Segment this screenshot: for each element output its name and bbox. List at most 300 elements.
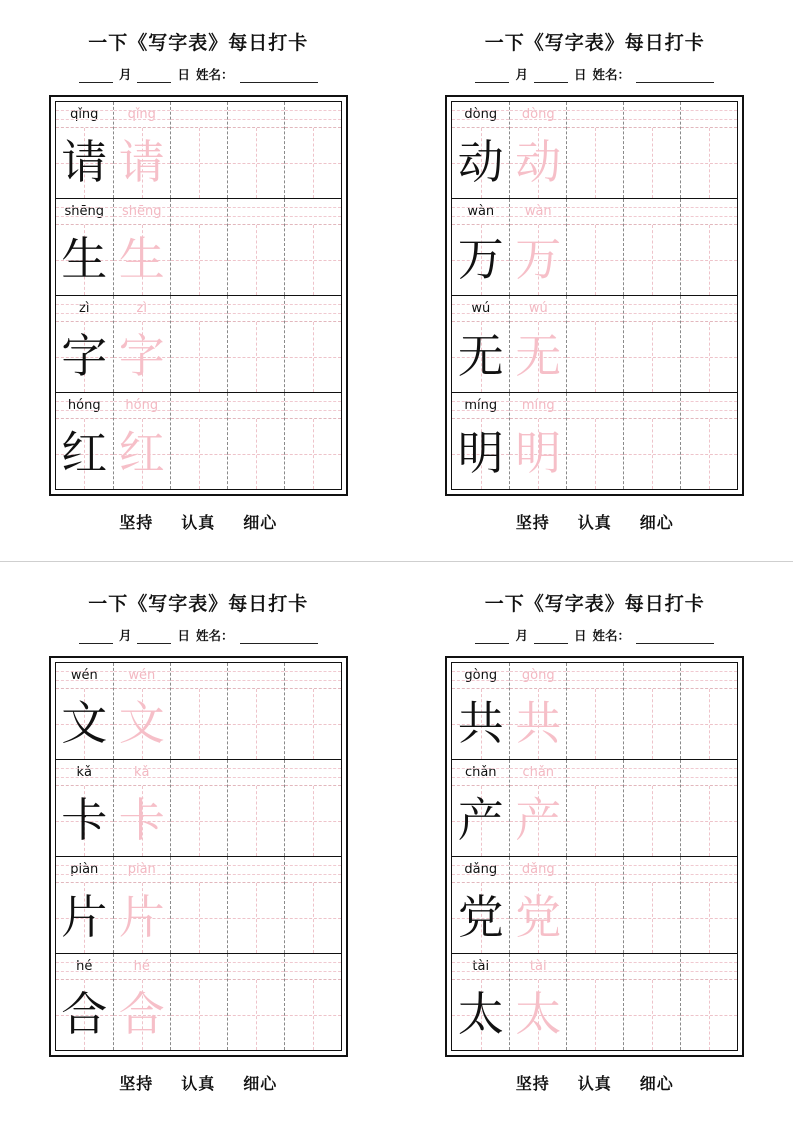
day-input[interactable] [534,71,568,83]
pinyin-guide-line [452,671,509,672]
pinyin-cell-blank [171,393,227,419]
grid-guide-vertical [313,786,314,856]
pinyin-guide-line [567,962,623,963]
pinyin-text: tài [472,959,490,974]
pinyin-guide-line [171,410,227,411]
character-cell [452,225,509,295]
grid-cell-blank[interactable] [623,393,680,489]
meta-row [475,626,714,644]
pinyin-guide-line [171,207,227,208]
grid-cell-blank[interactable] [170,857,227,953]
grid-guide-vertical [652,128,653,198]
grid-cell[interactable] [56,760,113,856]
grid-cell-trace[interactable] [113,102,170,198]
character-cell [56,689,113,759]
pinyin-guide-line [624,671,680,672]
footer-word: 细心 [639,1076,674,1093]
grid-cell-blank[interactable] [566,857,623,953]
pinyin-guide-line [285,304,341,305]
grid-guide-horizontal [624,821,680,822]
pinyin-guide-line [285,768,341,769]
table-row [452,856,737,953]
grid-guide-vertical [709,689,710,759]
grid-cell-blank[interactable] [227,102,284,198]
grid-cell-blank[interactable] [284,760,341,856]
grid-cell-blank[interactable] [680,663,737,759]
grid-cell[interactable] [452,954,509,1050]
grid-cell-trace[interactable] [509,760,566,856]
grid-cell-trace[interactable] [113,199,170,295]
grid-cell-blank[interactable] [284,663,341,759]
pinyin-guide-line [681,207,737,208]
grid-cell[interactable] [452,663,509,759]
grid-cell[interactable] [452,296,509,392]
grid-cell-blank[interactable] [623,296,680,392]
grid-cell-trace[interactable] [509,663,566,759]
character-glyph: 卡 [61,795,108,846]
grid-cell-blank[interactable] [170,296,227,392]
pinyin-cell-blank [624,296,680,322]
character-cell-blank [624,786,680,856]
grid-cell-trace[interactable] [509,199,566,295]
pinyin-guide-line [171,110,227,111]
character-cell-trace [114,980,170,1050]
character-cell-blank [171,883,227,953]
pinyin-text: gòng [464,668,498,683]
grid-cell-blank[interactable] [623,199,680,295]
grid-guide-horizontal [285,918,341,919]
character-cell-blank [285,980,341,1050]
pinyin-guide-line [452,410,509,411]
grid-guide-vertical [652,225,653,295]
character-glyph-trace: 产 [515,795,562,846]
grid-cell[interactable] [56,663,113,759]
pinyin-guide-line [114,119,170,120]
pinyin-guide-line [285,680,341,681]
grid-guide-horizontal [681,821,737,822]
grid-guide-horizontal [624,918,680,919]
grid-cell-blank[interactable] [284,199,341,295]
grid-cell[interactable] [56,857,113,953]
grid-cell-trace[interactable] [509,102,566,198]
footer-word: 认真 [181,1076,216,1093]
character-cell-blank [228,128,284,198]
grid-cell[interactable] [56,393,113,489]
pinyin-guide-line [681,410,737,411]
grid-guide-vertical [652,786,653,856]
pinyin-cell [56,199,113,225]
pinyin-guide-line [567,865,623,866]
grid-guide-horizontal [567,724,623,725]
pinyin-guide-line [510,313,566,314]
grid-cell[interactable] [452,760,509,856]
character-cell-trace [114,322,170,392]
grid-cell-blank[interactable] [170,199,227,295]
character-cell-trace [510,786,566,856]
grid-cell-trace[interactable] [509,296,566,392]
grid-cell-blank[interactable] [623,102,680,198]
character-cell-blank [681,322,737,392]
grid-guide-vertical [313,883,314,953]
pinyin-guide-line [285,207,341,208]
grid-cell-blank[interactable] [566,199,623,295]
pinyin-guide-line [114,671,170,672]
pinyin-text: hóng [67,398,101,413]
day-label: 日 [573,629,587,643]
pinyin-text-trace: chǎn [522,765,555,780]
pinyin-cell-blank [171,954,227,980]
character-glyph: 请 [61,137,108,188]
character-cell-blank [567,225,623,295]
month-label: 月 [515,629,528,643]
footer-word: 坚持 [119,1076,154,1093]
character-cell [452,419,509,489]
pinyin-guide-line [452,119,509,120]
name-label: 姓名： [196,629,234,643]
grid-cell[interactable] [56,199,113,295]
pinyin-guide-line [510,680,566,681]
pinyin-cell [56,857,113,883]
character-cell-blank [624,883,680,953]
pinyin-text-trace: kǎ [134,765,150,780]
grid-cell[interactable] [56,954,113,1050]
pinyin-cell-blank [567,760,623,786]
pinyin-cell-blank [171,199,227,225]
character-cell-blank [228,689,284,759]
pinyin-guide-line [624,110,680,111]
grid-cell-trace[interactable] [509,393,566,489]
grid-guide-horizontal [681,918,737,919]
grid-cell[interactable] [56,296,113,392]
pinyin-guide-line [228,962,284,963]
grid-guide-vertical [709,419,710,489]
grid-cell-blank[interactable] [623,954,680,1050]
pinyin-cell [56,393,113,419]
pinyin-text-trace: piàn [127,862,156,877]
character-cell-blank [624,689,680,759]
pinyin-cell [56,954,113,980]
month-input[interactable] [79,632,113,644]
grid-guide-vertical [199,322,200,392]
month-input[interactable] [79,71,113,83]
grid-cell-blank[interactable] [284,296,341,392]
pinyin-guide-line [624,401,680,402]
pinyin-guide-line [681,777,737,778]
grid-cell-blank[interactable] [623,663,680,759]
pinyin-cell-blank [567,857,623,883]
character-cell-blank [171,225,227,295]
character-cell [56,322,113,392]
pinyin-guide-line [285,401,341,402]
character-cell [56,419,113,489]
grid-cell-blank[interactable] [284,857,341,953]
grid-cell[interactable] [56,102,113,198]
table-row [56,102,341,198]
pinyin-cell-blank [624,102,680,128]
pinyin-guide-line [171,313,227,314]
grid-guide-horizontal [285,454,341,455]
pinyin-text-trace: tài [529,959,547,974]
grid-cell-blank[interactable] [680,857,737,953]
pinyin-text-trace: gòng [521,668,555,683]
pinyin-cell-blank [171,760,227,786]
grid-guide-horizontal [171,454,227,455]
pinyin-cell-blank [285,857,341,883]
grid-cell-trace[interactable] [113,954,170,1050]
grid-cell-blank[interactable] [227,393,284,489]
pinyin-guide-line [171,971,227,972]
pinyin-cell-blank [171,857,227,883]
footer-word: 认真 [577,1076,612,1093]
grid-guide-horizontal [681,260,737,261]
character-cell-blank [567,689,623,759]
grid-guide-horizontal [171,1015,227,1016]
pinyin-text-trace: wén [128,668,156,683]
grid-cell-blank[interactable] [170,393,227,489]
pinyin-guide-line [452,777,509,778]
table-row [56,198,341,295]
grid-guide-horizontal [228,724,284,725]
pinyin-guide-line [114,768,170,769]
grid-cell-blank[interactable] [284,102,341,198]
grid-cell-trace[interactable] [113,296,170,392]
grid-cell-blank[interactable] [284,393,341,489]
character-glyph: 动 [457,137,504,188]
grid-cell-blank[interactable] [680,393,737,489]
pinyin-text: dǎng [464,862,498,877]
character-cell-trace [510,128,566,198]
pinyin-guide-line [510,962,566,963]
table-row [56,953,341,1050]
grid-guide-vertical [313,689,314,759]
pinyin-cell-blank [681,857,737,883]
character-cell [452,883,509,953]
pinyin-guide-line [510,119,566,120]
day-input[interactable] [534,632,568,644]
character-cell-blank [228,225,284,295]
worksheet-card [0,0,397,561]
pinyin-cell [452,760,509,786]
pinyin-guide-line [452,768,509,769]
footer-slogan [119,1071,277,1094]
pinyin-guide-line [228,971,284,972]
meta-row [79,626,318,644]
grid-cell-blank[interactable] [227,296,284,392]
practice-grid [451,662,738,1051]
pinyin-cell-blank [228,102,284,128]
character-cell-trace [510,322,566,392]
pinyin-guide-line [567,768,623,769]
character-glyph: 红 [61,428,108,479]
footer-word: 坚持 [515,515,550,532]
footer-word: 认真 [181,515,216,532]
page-title: 一下《写字表》每日打卡 [484,33,705,54]
name-input[interactable] [240,71,318,83]
pinyin-guide-line [452,865,509,866]
pinyin-guide-line [567,119,623,120]
pinyin-guide-line [510,874,566,875]
character-cell-trace [114,128,170,198]
grid-cell-blank[interactable] [680,102,737,198]
grid-cell-blank[interactable] [680,760,737,856]
pinyin-guide-line [114,971,170,972]
grid-cell-blank[interactable] [566,663,623,759]
pinyin-guide-line [228,680,284,681]
name-input[interactable] [636,71,714,83]
grid-cell-blank[interactable] [170,760,227,856]
pinyin-cell [56,663,113,689]
character-cell-blank [285,786,341,856]
pinyin-text-trace: shēng [121,204,162,219]
pinyin-cell-trace [510,857,566,883]
grid-cell-blank[interactable] [227,857,284,953]
pinyin-cell-blank [624,857,680,883]
pinyin-guide-line [228,207,284,208]
pinyin-text: hé [76,959,93,974]
month-input[interactable] [475,71,509,83]
character-cell [56,883,113,953]
grid-cell-trace[interactable] [509,954,566,1050]
pinyin-guide-line [114,777,170,778]
character-cell-trace [114,225,170,295]
grid-cell-trace[interactable] [113,857,170,953]
grid-cell-blank[interactable] [227,199,284,295]
grid-cell-blank[interactable] [566,760,623,856]
pinyin-guide-line [624,971,680,972]
pinyin-guide-line [510,671,566,672]
grid-cell-blank[interactable] [566,296,623,392]
name-input[interactable] [636,632,714,644]
character-glyph: 片 [61,892,108,943]
pinyin-guide-line [452,110,509,111]
pinyin-guide-line [681,401,737,402]
character-cell-blank [228,322,284,392]
grid-guide-vertical [709,128,710,198]
grid-cell-blank[interactable] [566,102,623,198]
pinyin-guide-line [171,401,227,402]
pinyin-guide-line [567,777,623,778]
grid-cell-blank[interactable] [170,663,227,759]
grid-cell-blank[interactable] [227,663,284,759]
grid-cell-trace[interactable] [113,393,170,489]
grid-guide-horizontal [228,1015,284,1016]
grid-guide-horizontal [285,821,341,822]
grid-cell-trace[interactable] [113,760,170,856]
character-cell-blank [228,883,284,953]
character-glyph-trace: 太 [515,989,562,1040]
grid-cell-blank[interactable] [566,954,623,1050]
grid-guide-horizontal [681,724,737,725]
pinyin-guide-line [114,874,170,875]
grid-guide-horizontal [228,357,284,358]
pinyin-guide-line [114,313,170,314]
day-input[interactable] [137,632,171,644]
pinyin-guide-line [285,777,341,778]
grid-cell-trace[interactable] [113,663,170,759]
character-cell-blank [624,128,680,198]
character-glyph: 生 [61,234,108,285]
pinyin-cell-blank [567,199,623,225]
pinyin-guide-line [681,216,737,217]
character-glyph-trace: 卡 [118,795,165,846]
grid-cell-blank[interactable] [227,954,284,1050]
pinyin-text: míng [464,398,498,413]
grid-cell[interactable] [452,199,509,295]
grid-cell-blank[interactable] [623,760,680,856]
name-input[interactable] [240,632,318,644]
character-glyph: 合 [61,989,108,1040]
grid-cell-trace[interactable] [509,857,566,953]
grid-guide-horizontal [567,821,623,822]
grid-guide-vertical [256,883,257,953]
grid-guide-horizontal [171,163,227,164]
footer-word: 坚持 [515,1076,550,1093]
pinyin-cell-trace [114,760,170,786]
pinyin-cell-blank [681,393,737,419]
grid-cell-blank[interactable] [680,199,737,295]
practice-grid [55,662,342,1051]
grid-cell-blank[interactable] [284,954,341,1050]
character-cell-blank [285,225,341,295]
pinyin-guide-line [171,119,227,120]
character-glyph-trace: 字 [118,331,165,382]
grid-cell[interactable] [452,102,509,198]
pinyin-guide-line [285,874,341,875]
pinyin-cell-trace [510,102,566,128]
grid-cell[interactable] [452,857,509,953]
pinyin-guide-line [114,304,170,305]
table-row [452,953,737,1050]
pinyin-guide-line [510,207,566,208]
grid-guide-vertical [709,322,710,392]
month-input[interactable] [475,632,509,644]
grid-cell[interactable] [452,393,509,489]
pinyin-guide-line [228,865,284,866]
pinyin-cell-trace [114,857,170,883]
practice-grid-frame [445,95,744,496]
grid-cell-blank[interactable] [170,954,227,1050]
pinyin-cell-trace [510,296,566,322]
pinyin-cell-blank [228,393,284,419]
character-cell-blank [567,786,623,856]
footer-slogan [516,510,674,533]
pinyin-text-trace: míng [521,398,555,413]
name-label: 姓名： [592,68,631,82]
pinyin-text: dòng [464,107,498,122]
grid-cell-blank[interactable] [680,954,737,1050]
month-label: 月 [118,629,132,643]
grid-guide-vertical [652,883,653,953]
pinyin-guide-line [510,971,566,972]
grid-cell-blank[interactable] [227,760,284,856]
character-cell-blank [171,786,227,856]
table-row [452,102,737,198]
grid-cell-blank[interactable] [170,102,227,198]
grid-guide-horizontal [171,357,227,358]
day-input[interactable] [137,71,171,83]
grid-cell-blank[interactable] [680,296,737,392]
character-cell [452,786,509,856]
pinyin-guide-line [114,216,170,217]
grid-guide-vertical [595,419,596,489]
grid-guide-horizontal [624,260,680,261]
footer-word: 细心 [243,515,278,532]
grid-cell-blank[interactable] [566,393,623,489]
grid-guide-horizontal [285,260,341,261]
character-cell-trace [114,786,170,856]
grid-cell-blank[interactable] [623,857,680,953]
table-row [56,759,341,856]
